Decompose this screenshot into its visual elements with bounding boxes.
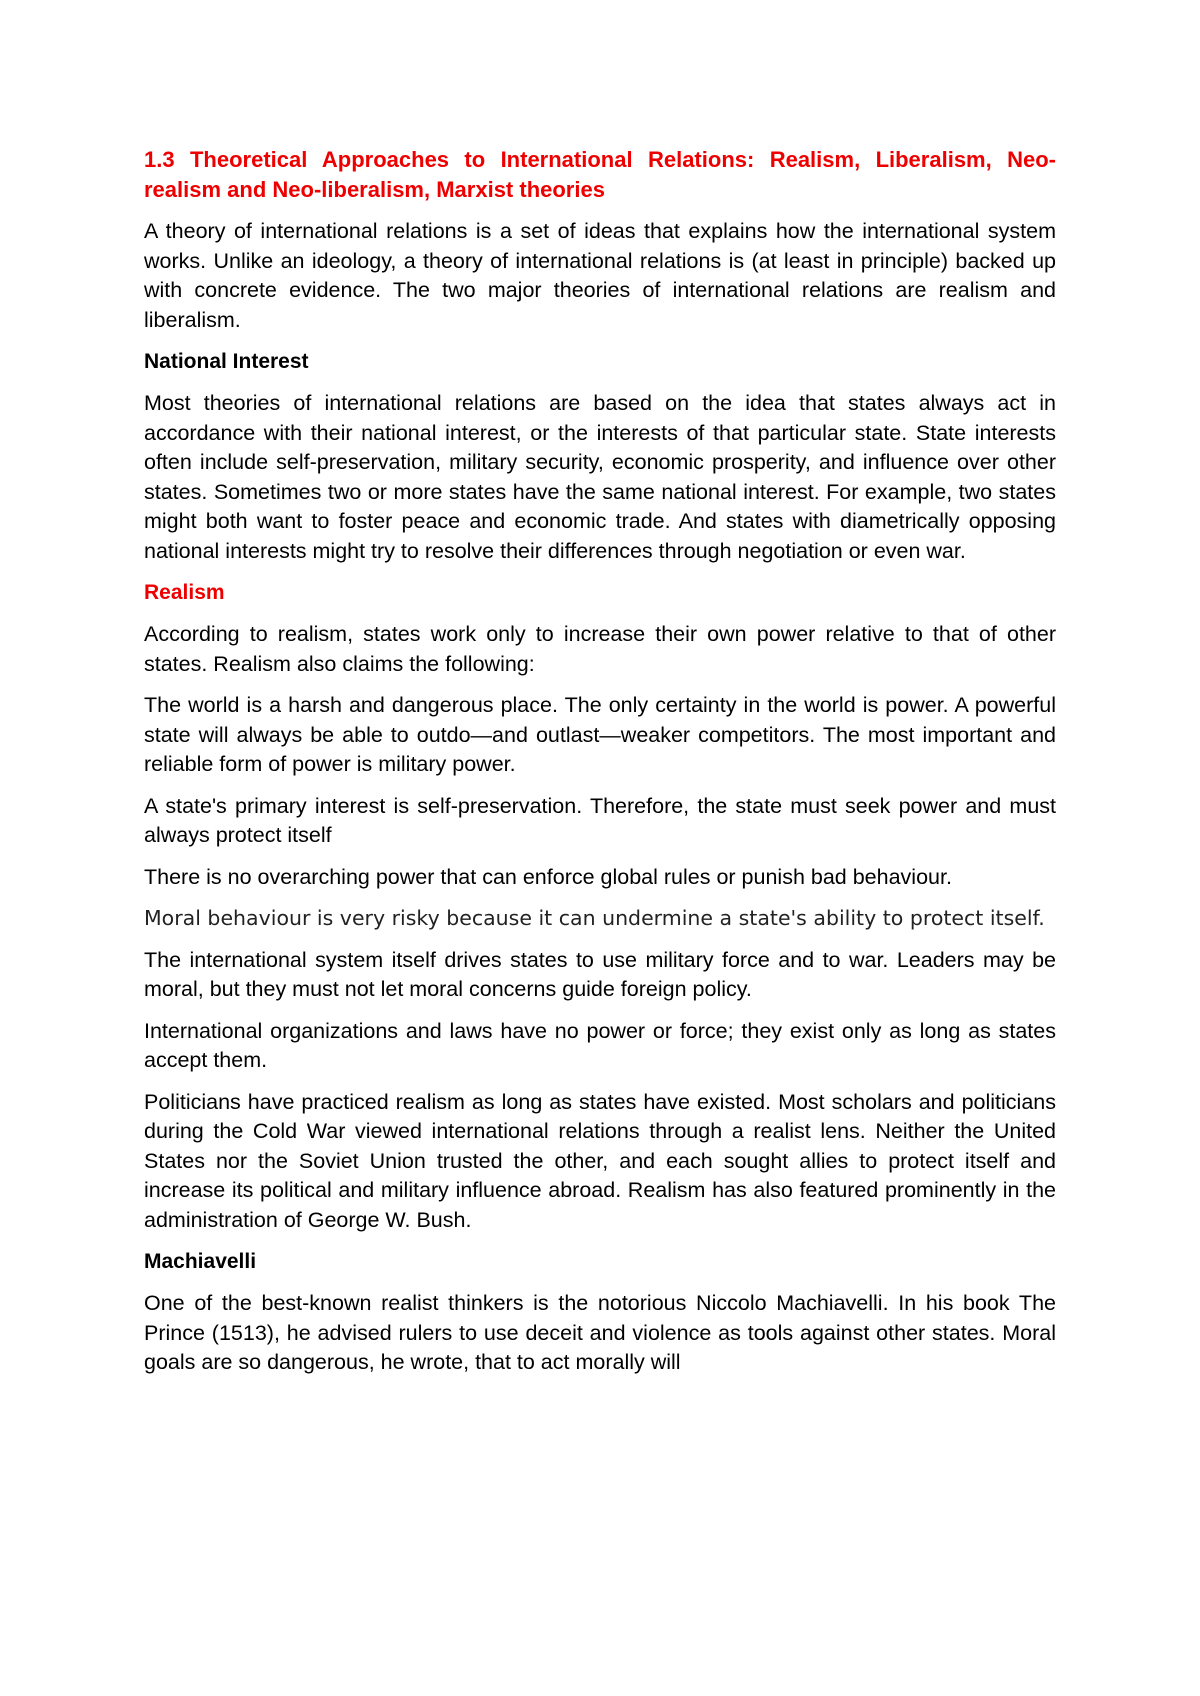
machiavelli-paragraph: One of the best-known realist thinkers is the notorious Niccolo Machiavelli. In his book The Prince (1513), he advised rulers to use deceit and violence as tools against other states. Moral goals are so dangerous, he wrote, that to act morally will (144, 1291, 1056, 1374)
realism-claim-3: There is no overarching power that can enforce global rules or punish bad behaviour. (144, 864, 952, 889)
document-title: 1.3 Theoretical Approaches to International Relations: Realism, Liberalism, Neo-realism and Neo-liberalism, Marxist theories (144, 147, 1056, 202)
national-interest-heading: National Interest (144, 350, 309, 373)
realism-claim-4: Moral behaviour is very risky because it can undermine a state's ability to protect itself. (144, 906, 1045, 930)
realism-claim-2: A state's primary interest is self-preservation. Therefore, the state must seek power and must always protect itself (144, 793, 1056, 847)
machiavelli-heading: Machiavelli (144, 1250, 257, 1273)
realism-claim-6: International organizations and laws have no power or force; they exist only as long as states accept them. (144, 1018, 1056, 1072)
realism-claim-5: The international system itself drives states to use military force and to war. Leaders may be moral, but they must not let moral concerns guide foreign policy. (144, 947, 1056, 1001)
national-interest-paragraph: Most theories of international relations are based on the idea that states always act in accordance with their national interest, or the interests of that particular state. State interests often include self-preservation, military security, economic prosperity, and influence over other states. Sometimes two or more states have the same national interest. For example, two states might both want to foster peace and economic trade. And states with diametrically opposing national interests might try to resolve their differences through negotiation or even war. (144, 391, 1056, 563)
realism-history-paragraph: Politicians have practiced realism as long as states have existed. Most scholars and politicians during the Cold War viewed international relations through a realist lens. Neither the United States nor the Soviet Union trusted the other, and each sought allies to protect itself and increase its political and military influence abroad. Realism has also featured prominently in the administration of George W. Bush. (144, 1089, 1056, 1232)
intro-paragraph: A theory of international relations is a set of ideas that explains how the international system works. Unlike an ideology, a theory of international relations is (at least in principle) backed up with concrete evidence. The two major theories of international relations are realism and liberalism. (144, 219, 1056, 332)
document-page (144, 145, 1056, 1390)
realism-intro-paragraph: According to realism, states work only to increase their own power relative to that of other states. Realism also claims the following: (144, 622, 1056, 676)
realism-claim-1: The world is a harsh and dangerous place. The only certainty in the world is power. A powerful state will always be able to outdo—and outlast—weaker competitors. The most important and reliable form of power is military power. (144, 693, 1056, 776)
realism-heading: Realism (144, 581, 225, 604)
